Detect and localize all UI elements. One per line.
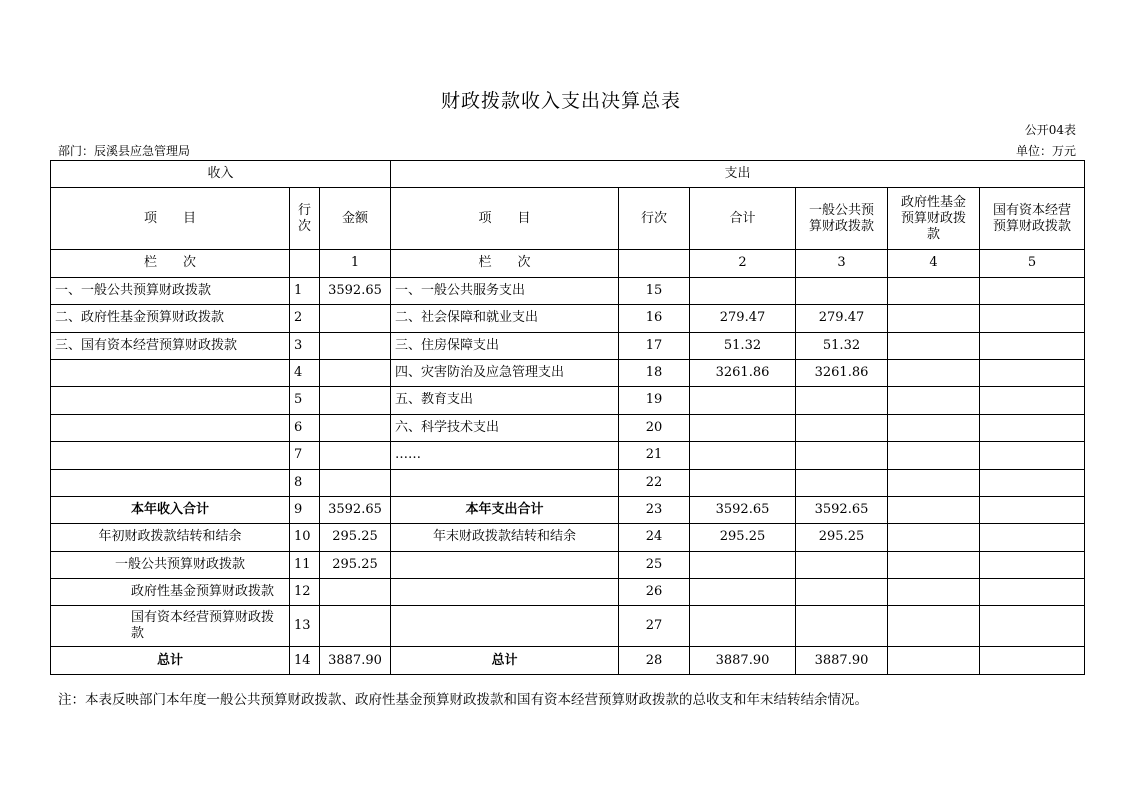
- general-budget-cell: [796, 579, 888, 606]
- general-budget-cell: [796, 414, 888, 441]
- table-row: [51, 332, 1085, 359]
- income-amount-cell: [320, 579, 391, 606]
- expense-item-cell: 年末财政拨款结转和结余: [391, 524, 619, 551]
- income-amount-cell: [320, 414, 391, 441]
- gov-fund-cell: [888, 332, 980, 359]
- income-amount-cell: [320, 387, 391, 414]
- expense-row-no-cell: 17: [619, 332, 690, 359]
- expense-total-cell: 3261.86: [690, 359, 796, 386]
- state-capital-cell: [980, 606, 1085, 647]
- state-capital-cell: [980, 524, 1085, 551]
- income-item-cell: 政府性基金预算财政拨款: [51, 579, 290, 606]
- col-index-1: 1: [320, 250, 391, 277]
- income-row-no-cell: 8: [290, 469, 320, 496]
- state-capital-cell: [980, 277, 1085, 304]
- page-title: 财政拨款收入支出决算总表: [440, 90, 681, 112]
- table-row: [51, 606, 1085, 647]
- gov-fund-cell: [888, 277, 980, 304]
- general-budget-cell: [796, 469, 888, 496]
- table-row: [51, 469, 1085, 496]
- table-row: [51, 305, 1085, 332]
- income-row-no-cell: 9: [290, 496, 320, 523]
- expense-total-cell: [690, 414, 796, 441]
- expense-row-no-cell: 21: [619, 442, 690, 469]
- expense-total-cell: 3592.65: [690, 496, 796, 523]
- income-row-no-cell: 10: [290, 524, 320, 551]
- state-capital-cell: [980, 387, 1085, 414]
- col-index-5: 5: [980, 250, 1085, 277]
- expense-total-cell: 51.32: [690, 332, 796, 359]
- income-item-cell: [51, 387, 290, 414]
- expense-row-no-cell: 28: [619, 647, 690, 674]
- gov-fund-cell: [888, 647, 980, 674]
- income-item-cell: 一、一般公共预算财政拨款: [51, 277, 290, 304]
- table-row: [51, 442, 1085, 469]
- col-index-2: 2: [690, 250, 796, 277]
- expense-total-cell: [690, 442, 796, 469]
- state-capital-header: 国有资本经营预算财政拨款: [980, 188, 1085, 250]
- income-item-cell: [51, 414, 290, 441]
- gov-fund-cell: [888, 442, 980, 469]
- expense-row-no-cell: 18: [619, 359, 690, 386]
- expense-item-cell: 五、教育支出: [391, 387, 619, 414]
- general-budget-cell: 3261.86: [796, 359, 888, 386]
- expense-total-cell: 3887.90: [690, 647, 796, 674]
- expense-row-no-cell: 16: [619, 305, 690, 332]
- state-capital-cell: [980, 442, 1085, 469]
- income-amount-cell: 295.25: [320, 524, 391, 551]
- expense-total-header: 合计: [690, 188, 796, 250]
- expense-col-label: 栏 次: [391, 250, 619, 277]
- income-row-no-cell: 4: [290, 359, 320, 386]
- expense-item-cell: 四、灾害防治及应急管理支出: [391, 359, 619, 386]
- expense-total-cell: [690, 387, 796, 414]
- expense-row-no-cell: 20: [619, 414, 690, 441]
- general-budget-header: 一般公共预算财政拨款: [796, 188, 888, 250]
- expense-total-cell: 279.47: [690, 305, 796, 332]
- general-budget-cell: 3592.65: [796, 496, 888, 523]
- income-section-header: 收入: [51, 161, 391, 188]
- income-item-cell: 二、政府性基金预算财政拨款: [51, 305, 290, 332]
- table-row: [51, 647, 1085, 674]
- income-amount-cell: [320, 469, 391, 496]
- gov-fund-cell: [888, 606, 980, 647]
- general-budget-cell: [796, 606, 888, 647]
- income-item-cell: 国有资本经营预算财政拨款: [51, 606, 290, 647]
- expense-item-cell: 二、社会保障和就业支出: [391, 305, 619, 332]
- income-col-label: 栏 次: [51, 250, 290, 277]
- income-row-no-cell: 2: [290, 305, 320, 332]
- state-capital-cell: [980, 414, 1085, 441]
- gov-fund-cell: [888, 359, 980, 386]
- expense-item-header: 项 目: [391, 188, 619, 250]
- expense-row-no-cell: 15: [619, 277, 690, 304]
- income-row-no-cell: 13: [290, 606, 320, 647]
- expense-item-cell: [391, 469, 619, 496]
- expense-item-cell: [391, 606, 619, 647]
- general-budget-cell: [796, 442, 888, 469]
- expense-total-cell: 295.25: [690, 524, 796, 551]
- expense-col-no-empty: [619, 250, 690, 277]
- gov-fund-cell: [888, 496, 980, 523]
- expense-total-cell: [690, 469, 796, 496]
- footnote: 注：本表反映部门本年度一般公共预算财政拨款、政府性基金预算财政拨款和国有资本经营预算财政拨款的总收支和年末结转结余情况。: [58, 692, 868, 708]
- income-amount-cell: 295.25: [320, 551, 391, 578]
- income-row-no-cell: 3: [290, 332, 320, 359]
- expense-section-header: 支出: [391, 161, 1085, 188]
- income-row-no-cell: 12: [290, 579, 320, 606]
- form-number: 公开04表: [1024, 123, 1076, 137]
- gov-fund-cell: [888, 305, 980, 332]
- expense-row-no-cell: 27: [619, 606, 690, 647]
- state-capital-cell: [980, 551, 1085, 578]
- expense-row-no-cell: 26: [619, 579, 690, 606]
- expense-item-cell: 本年支出合计: [391, 496, 619, 523]
- state-capital-cell: [980, 332, 1085, 359]
- table-row: [51, 414, 1085, 441]
- income-row-no-cell: 1: [290, 277, 320, 304]
- gov-fund-cell: [888, 469, 980, 496]
- state-capital-cell: [980, 647, 1085, 674]
- general-budget-cell: 295.25: [796, 524, 888, 551]
- gov-fund-header: 政府性基金预算财政拨款: [888, 188, 980, 250]
- income-item-cell: [51, 442, 290, 469]
- income-row-no-cell: 6: [290, 414, 320, 441]
- budget-table: [50, 160, 1085, 675]
- income-amount-cell: [320, 359, 391, 386]
- general-budget-cell: 51.32: [796, 332, 888, 359]
- table-row: [51, 387, 1085, 414]
- expense-row-no-cell: 24: [619, 524, 690, 551]
- expense-item-cell: ……: [391, 442, 619, 469]
- income-amount-cell: [320, 305, 391, 332]
- table-row: [51, 359, 1085, 386]
- header-row-columns: [51, 188, 1085, 250]
- general-budget-cell: 279.47: [796, 305, 888, 332]
- table-row: [51, 551, 1085, 578]
- state-capital-cell: [980, 305, 1085, 332]
- income-amount-cell: 3592.65: [320, 277, 391, 304]
- table-row: [51, 579, 1085, 606]
- expense-total-cell: [690, 551, 796, 578]
- income-amount-cell: [320, 332, 391, 359]
- expense-total-cell: [690, 579, 796, 606]
- expense-item-cell: 一、一般公共服务支出: [391, 277, 619, 304]
- income-row-no-cell: 5: [290, 387, 320, 414]
- income-col-no-empty: [290, 250, 320, 277]
- income-item-header: 项 目: [51, 188, 290, 250]
- income-item-cell: 三、国有资本经营预算财政拨款: [51, 332, 290, 359]
- expense-row-no-cell: 19: [619, 387, 690, 414]
- state-capital-cell: [980, 579, 1085, 606]
- expense-item-cell: 三、住房保障支出: [391, 332, 619, 359]
- state-capital-cell: [980, 359, 1085, 386]
- income-item-cell: 一般公共预算财政拨款: [51, 551, 290, 578]
- income-item-cell: 总计: [51, 647, 290, 674]
- table-row: [51, 524, 1085, 551]
- income-amount-cell: [320, 606, 391, 647]
- col-index-4: 4: [888, 250, 980, 277]
- header-row-column-index: [51, 250, 1085, 277]
- unit-label: 单位：万元: [1015, 144, 1076, 158]
- header-row-sections: [51, 161, 1085, 188]
- col-index-3: 3: [796, 250, 888, 277]
- general-budget-cell: [796, 387, 888, 414]
- expense-item-cell: [391, 551, 619, 578]
- table-row: [51, 277, 1085, 304]
- income-row-no-cell: 11: [290, 551, 320, 578]
- income-row-no-header: 行次: [290, 188, 320, 250]
- gov-fund-cell: [888, 551, 980, 578]
- expense-item-cell: 六、科学技术支出: [391, 414, 619, 441]
- general-budget-cell: [796, 277, 888, 304]
- state-capital-cell: [980, 496, 1085, 523]
- general-budget-cell: 3887.90: [796, 647, 888, 674]
- income-amount-header: 金额: [320, 188, 391, 250]
- state-capital-cell: [980, 469, 1085, 496]
- general-budget-cell: [796, 551, 888, 578]
- income-item-cell: [51, 359, 290, 386]
- expense-total-cell: [690, 277, 796, 304]
- expense-item-cell: 总计: [391, 647, 619, 674]
- income-amount-cell: [320, 442, 391, 469]
- department-label: 部门：辰溪县应急管理局: [58, 144, 191, 158]
- income-amount-cell: 3592.65: [320, 496, 391, 523]
- table-row: [51, 496, 1085, 523]
- gov-fund-cell: [888, 387, 980, 414]
- expense-total-cell: [690, 606, 796, 647]
- gov-fund-cell: [888, 524, 980, 551]
- expense-row-no-cell: 23: [619, 496, 690, 523]
- expense-row-no-cell: 22: [619, 469, 690, 496]
- income-row-no-cell: 7: [290, 442, 320, 469]
- expense-item-cell: [391, 579, 619, 606]
- income-amount-cell: 3887.90: [320, 647, 391, 674]
- gov-fund-cell: [888, 579, 980, 606]
- income-item-cell: 本年收入合计: [51, 496, 290, 523]
- income-row-no-cell: 14: [290, 647, 320, 674]
- expense-row-no-header: 行次: [619, 188, 690, 250]
- expense-row-no-cell: 25: [619, 551, 690, 578]
- income-item-cell: [51, 469, 290, 496]
- income-item-cell: 年初财政拨款结转和结余: [51, 524, 290, 551]
- gov-fund-cell: [888, 414, 980, 441]
